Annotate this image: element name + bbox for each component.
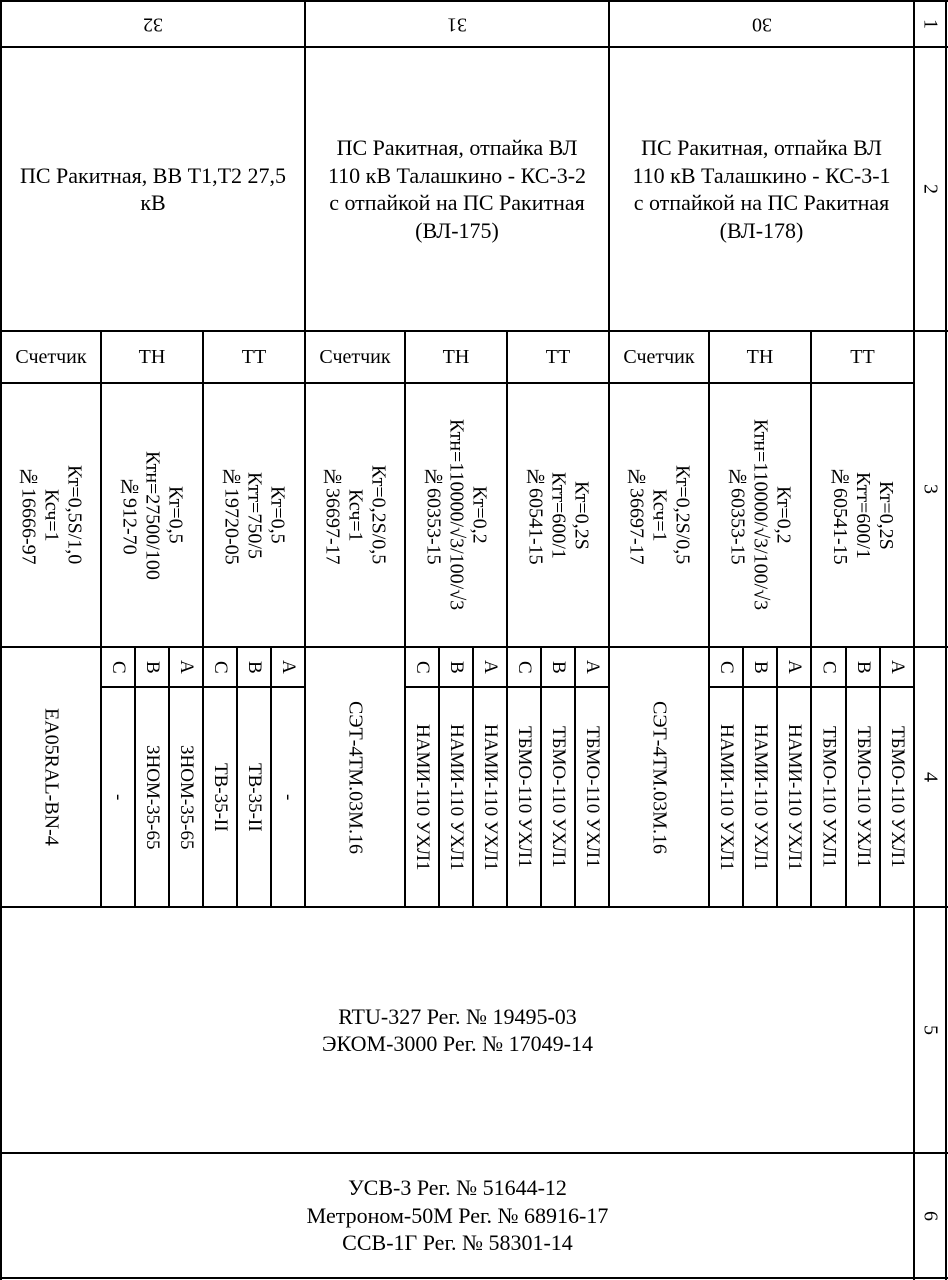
phase-type: ТБМО-110 УХЛ1 (513, 726, 535, 868)
phase-label: С (818, 660, 840, 674)
phase-type: ТВ-35-II (209, 762, 231, 832)
phase-type: ТБМО-110 УХЛ1 (886, 726, 908, 868)
phase-type: ТБМО-110 УХЛ1 (547, 726, 569, 868)
group-number-30: 30 (751, 13, 772, 36)
phase-label: А (886, 660, 908, 674)
phase-label: В (243, 660, 265, 674)
params-tn-30: Кт=0,2 Ктн=110000/√3/100/√3 №60353-15 (726, 419, 795, 611)
phase-type: НАМИ-110 УХЛ1 (783, 723, 805, 871)
params-tt-32: Кт=0,5 Ктт=750/5 №19720-05 (220, 465, 289, 565)
header-tt-31: ТТ (545, 345, 571, 368)
group-number-31: 31 (447, 13, 467, 36)
phase-type: ТВ-35-II (243, 762, 265, 832)
phase-label: В (445, 660, 467, 674)
counter-type-31: СЭТ-4ТМ.03М.16 (344, 700, 367, 854)
phase-type: НАМИ-110 УХЛ1 (445, 723, 467, 871)
phase-type: ЗНОМ-35-65 (141, 744, 163, 850)
phase-type: НАМИ-110 УХЛ1 (749, 723, 771, 871)
row-number-2: 2 (919, 184, 942, 194)
params-counter-32: Кт=0,5S/1,0 Ксч=1 №16666-97 (17, 465, 86, 565)
header-counter-30: Счетчик (623, 345, 695, 368)
phase-label: А (277, 660, 299, 674)
params-tt-31: Кт=0,2S Ктт=600/1 №60541-15 (524, 465, 593, 565)
phase-type: ТБМО-110 УХЛ1 (852, 726, 874, 868)
phase-label: С (107, 660, 129, 674)
params-counter-30: Кт=0,2S/0,5 Ксч=1 №36697-17 (625, 465, 694, 565)
phase-label: В (141, 660, 163, 674)
header-counter-32: Счетчик (15, 345, 87, 368)
phase-label: С (411, 660, 433, 674)
row-number-5: 5 (919, 1025, 942, 1035)
header-tn-31: ТН (442, 345, 470, 368)
params-tt-30: Кт=0,2S Ктт=600/1 №60541-15 (829, 465, 897, 565)
group-name-30: ПС Ракитная, отпайка ВЛ 110 кВ Талашкино - КС-3-1 с отпайкой на ПС Ракитная (ВЛ-178) (632, 135, 891, 243)
phase-type: ЗНОМ-35-65 (175, 744, 197, 850)
params-counter-31: Кт=0,2S/0,5 Ксч=1 №36697-17 (321, 465, 390, 565)
row-number-6: 6 (919, 1210, 942, 1221)
phase-label: А (783, 660, 805, 674)
phase-label: А (479, 660, 501, 674)
row-number-1: 1 (919, 19, 942, 29)
header-tn-32: ТН (138, 345, 166, 368)
group-name-31: ПС Ракитная, отпайка ВЛ 110 кВ Талашкино - КС-3-2 с отпайкой на ПС Ракитная (ВЛ-175) (327, 135, 587, 243)
header-tt-32: ТТ (241, 345, 267, 368)
row-number-3: 3 (919, 484, 942, 494)
phase-type: НАМИ-110 УХЛ1 (715, 723, 737, 871)
phase-label: В (749, 660, 771, 674)
row-number-4: 4 (919, 772, 942, 782)
phase-label: С (209, 660, 231, 674)
phase-type: НАМИ-110 УХЛ1 (479, 723, 501, 871)
phase-type: ТБМО-110 УХЛ1 (581, 726, 603, 868)
phase-type: НАМИ-110 УХЛ1 (411, 723, 433, 871)
params-tn-32: Кт=0,5 Ктн=27500/100 №912-70 (118, 450, 187, 580)
header-counter-31: Счетчик (319, 345, 391, 368)
group-name-32: ПС Ракитная, ВВ Т1,Т2 27,5 кВ (19, 162, 287, 215)
params-tn-31: Кт=0,2 Ктн=110000/√3/100/√3 №60353-15 (422, 419, 491, 611)
phase-label: С (513, 660, 535, 674)
counter-type-30: СЭТ-4ТМ.03М.16 (648, 700, 671, 854)
row6-equipment: УСВ-3 Рег. № 51644-12 Метроном-50М Рег. № 68916-17 ССВ-1Г Рег. № 58301-14 (306, 1175, 609, 1256)
counter-type-32: EA05RAL-BN-4 (40, 708, 63, 846)
phase-type: ТБМО-110 УХЛ1 (818, 726, 840, 868)
phase-type: - (107, 793, 129, 801)
phase-label: В (852, 660, 874, 674)
phase-type: - (277, 793, 299, 801)
header-tn-30: ТН (746, 345, 774, 368)
phase-label: С (715, 660, 737, 674)
phase-label: А (581, 660, 603, 674)
header-tt-30: ТТ (850, 345, 875, 368)
phase-label: В (547, 660, 569, 674)
group-number-32: 32 (143, 13, 163, 36)
row5-equipment: RTU-327 Рег. № 19495-03 ЭКОМ-3000 Рег. № 17049-14 (322, 1003, 593, 1056)
phase-label: А (175, 660, 197, 674)
